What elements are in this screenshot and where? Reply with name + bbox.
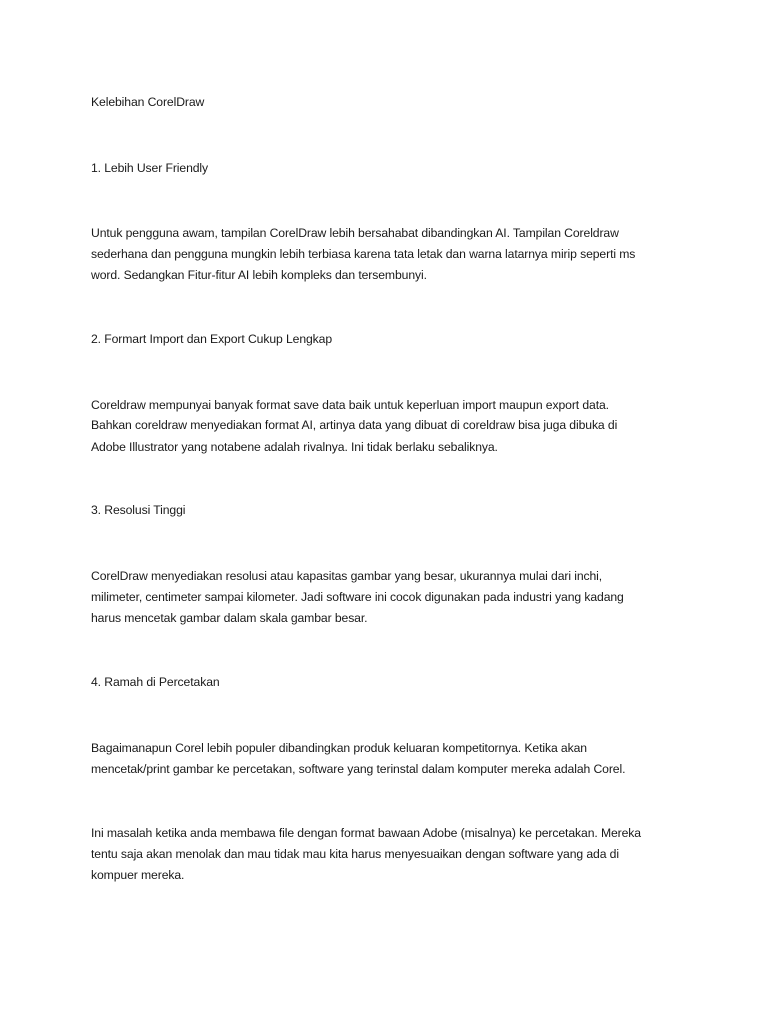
document-title: Kelebihan CorelDraw [91, 95, 205, 109]
paragraph-line: harus mencetak gambar dalam skala gambar besar. [91, 611, 368, 625]
paragraph-line: sederhana dan pengguna mungkin lebih terbiasa karena tata letak dan warna latarnya mirip seperti ms [91, 247, 636, 261]
paragraph-line: word. Sedangkan Fitur-fitur AI lebih kompleks dan tersembunyi. [91, 268, 427, 282]
paragraph-line: CorelDraw menyediakan resolusi atau kapasitas gambar yang besar, ukurannya mulai dari inchi, [91, 569, 603, 583]
paragraph-line: tentu saja akan menolak dan mau tidak mau kita harus menyesuaikan dengan software yang ada di [91, 847, 619, 861]
paragraph-line: Ini masalah ketika anda membawa file dengan format bawaan Adobe (misalnya) ke percetakan. Mereka [91, 826, 641, 840]
paragraph-line: Bahkan coreldraw menyediakan format AI, artinya data yang dibuat di coreldraw bisa juga dibuka di [91, 418, 618, 432]
paragraph-line: Untuk pengguna awam, tampilan CorelDraw lebih bersahabat dibandingkan AI. Tampilan Coreldraw [91, 226, 619, 240]
section-1-heading: 1. Lebih User Friendly [91, 161, 209, 175]
section-2-heading: 2. Formart Import dan Export Cukup Lengkap [91, 332, 333, 346]
paragraph-line: Coreldraw mempunyai banyak format save data baik untuk keperluan import maupun export data. [91, 398, 609, 412]
section-4-heading: 4. Ramah di Percetakan [91, 675, 220, 689]
section-3-heading: 3. Resolusi Tinggi [91, 503, 186, 517]
paragraph-line: milimeter, centimeter sampai kilometer. Jadi software ini cocok digunakan pada industri yang kadang [91, 590, 624, 604]
paragraph-line: Bagaimanapun Corel lebih populer dibandingkan produk keluaran kompetitornya. Ketika akan [91, 741, 587, 755]
paragraph-line: kompuer mereka. [91, 868, 185, 882]
paragraph-line: Adobe Illustrator yang notabene adalah rivalnya. Ini tidak berlaku sebaliknya. [91, 440, 498, 454]
paragraph-line: mencetak/print gambar ke percetakan, software yang terinstal dalam komputer mereka adalah Corel. [91, 762, 626, 776]
